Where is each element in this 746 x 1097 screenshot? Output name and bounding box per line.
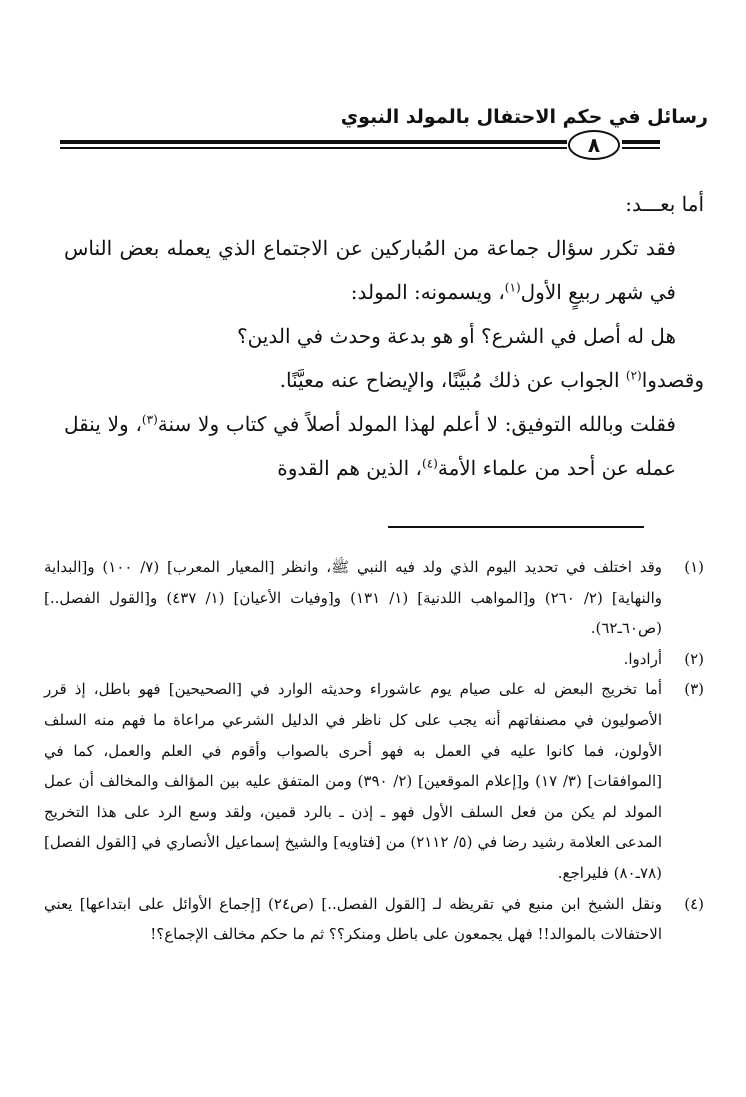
paragraph-intent xyxy=(64,358,704,402)
footnote-ref-3[interactable]: (٣) xyxy=(141,412,158,427)
footnote-ref-1[interactable]: (١) xyxy=(504,280,521,295)
question-text-b: ، ويسمونه: المولد: xyxy=(350,280,505,304)
query-text: هل له أصل في الشرع؟ أو هو بدعة وحدث في الدين؟ xyxy=(236,324,676,348)
page-number: ٨ xyxy=(568,130,620,160)
footnote-text: ونقل الشيخ ابن منيع في تقريظه لـ [القول الفصل..] (ص٢٤) [إجماع الأوائل على ابتداعها] يعني الاحتفالات بالموالد!! فهل يجمعون على باطل ومنكر؟؟ ثم ما حكم مخالف الإجماع؟! xyxy=(44,894,663,944)
paragraph-query xyxy=(64,314,704,358)
main-text xyxy=(64,182,704,490)
footnote-ref-2[interactable]: (٢) xyxy=(625,368,642,383)
footnote-text: أما تخريج البعض له على صيام يوم عاشوراء وحديثه الوارد في [الصحيحين] فهو باطل، إذ قرر الأصوليون في مصنفاتهم أنه يجب على كل ناظر في الدليل الشرعي مراعاة ما فهم منه السلف الأولون، فما كانوا عليه في العمل به فهو أحرى بالصواب وأقوم في العلم والعمل، كما في [الموافقات] (٣/ ١٧) و[إعلام الموقعين] (٢/ ٣٩٠) ومن المتفق عليه بين المؤالف والمخالف أن عمل المولد لم يكن من فعل السلف الأول فهو ـ إذن ـ بالرد قمين، ولقد وسع الرد على هذا التخريج المدعى العلامة رشيد رضا في (٥/ ٢١١٢) من [فتاويه] والشيخ إسماعيل الأنصاري في [القول الفصل] (٧٨ـ٨٠) فليراجع. xyxy=(44,680,663,882)
footnote-number: (١) xyxy=(684,558,704,576)
footnote-text: وقد اختلف في تحديد اليوم الذي ولد فيه النبي ﷺ، وانظر [المعيار المعرب] (٧/ ١٠٠) و[البداية والنهاية] (٢/ ٢٦٠) و[المواهب اللدنية] (١/ ١٣١) و[وفيات الأعيان] (١/ ٤٣٧) و[القول الفصل..] (ص٦٠ـ٦٢). xyxy=(44,558,662,638)
footnote-number: (٣) xyxy=(684,680,704,699)
footnote-separator xyxy=(388,526,644,528)
paragraph-answer xyxy=(64,402,704,490)
question-text-a: فقد تكرر سؤال جماعة من المُباركين عن الاجتماع الذي يعمله بعض الناس في شهر ربيعٍ الأول xyxy=(64,236,676,304)
footnote-text: أرادوا. xyxy=(623,649,662,668)
footnote-number: (٢) xyxy=(684,649,704,668)
intent-text-b: الجواب عن ذلك مُبيَّنًا، والإيضاح عنه معيَّنًا. xyxy=(279,368,626,392)
footnotes xyxy=(44,552,704,950)
answer-text-c: ، الذين هم القدوة xyxy=(277,456,423,480)
footnote-3 xyxy=(44,674,704,888)
header-rule-right-thin xyxy=(622,147,660,149)
header-rule-thick xyxy=(60,140,567,144)
intent-text-a: وقصدوا xyxy=(641,368,704,392)
header-rule-thin xyxy=(60,147,567,149)
running-title: رسائل في حكم الاحتفال بالمولد النبوي xyxy=(340,106,708,128)
footnote-2 xyxy=(44,644,704,675)
answer-text-a: فقلت وبالله التوفيق: لا أعلم لهذا المولد أصلاً في كتاب ولا سنة xyxy=(157,412,676,436)
paragraph-question xyxy=(64,226,704,314)
footnote-number: (٤) xyxy=(684,894,704,913)
paragraph-opening xyxy=(64,182,704,226)
footnote-1 xyxy=(44,552,704,644)
header-rule-right-thick xyxy=(622,140,660,144)
answer-text-b: ، ولا ينقل عمله عن أحد من علماء الأمة xyxy=(64,412,676,480)
footnote-ref-4[interactable]: (٤) xyxy=(422,456,438,471)
opening-text: أما بعـــد: xyxy=(625,192,704,216)
footnote-4 xyxy=(44,889,704,950)
